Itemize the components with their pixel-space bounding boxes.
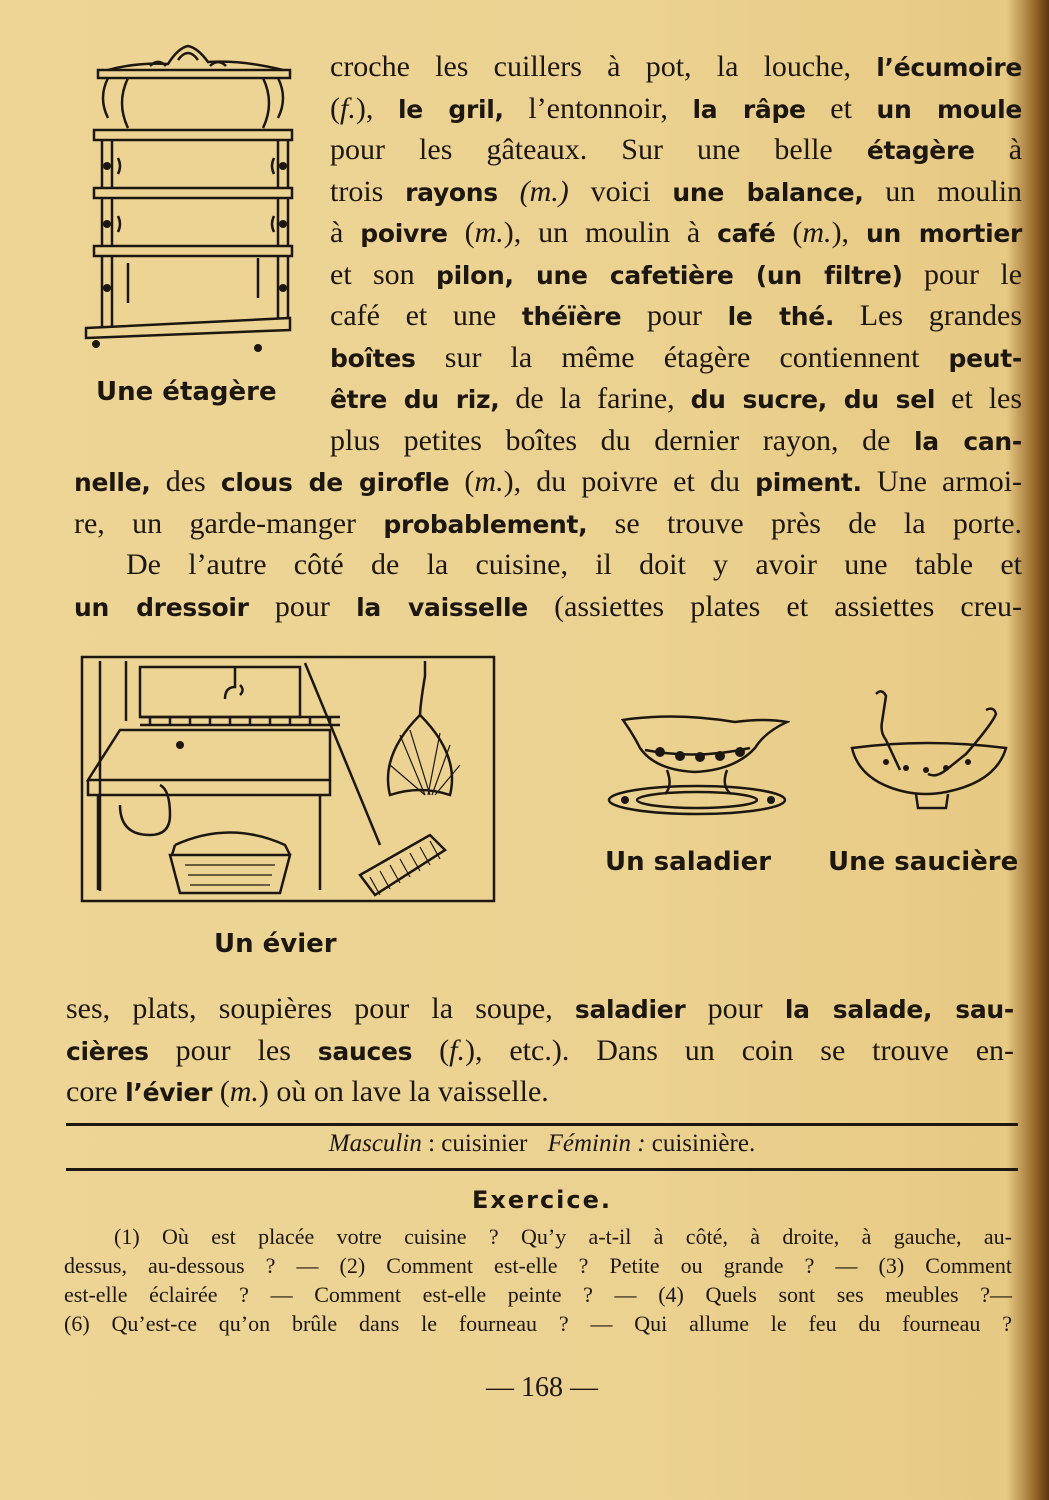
exercise-questions: [64, 1222, 1012, 1338]
text-line: (f.), le gril, l’entonnoir, la râpe et un moule: [330, 91, 1023, 125]
text-line: nelle, des clous de girofle (m.), du poivre et du piment. Une armoi-: [74, 465, 1023, 498]
sauciere-illustration: [846, 686, 1016, 816]
text-line: trois rayons (m.) voici une balance, un moulin: [330, 174, 1023, 208]
text-line: croche les cuillers à pot, la louche, l’écumoire: [330, 50, 1022, 83]
paragraph-1: [330, 46, 1022, 461]
gender-line: [66, 1130, 1018, 1158]
exercise-title: Exercice.: [471, 1186, 613, 1214]
text-line: pour les gâteaux. Sur une belle étagère à: [330, 133, 1023, 166]
separator: :: [428, 1130, 436, 1157]
page-number: — 168 —: [486, 1372, 598, 1403]
caption-evier: Un évier: [214, 929, 337, 959]
text-line: ses, plats, soupières pour la soupe, saladier pour la salade, sau-: [66, 992, 1014, 1025]
text-line: core l’évier (m.) où on lave la vaisselle.: [66, 1075, 549, 1108]
text-line: café et une théïère pour le thé. Les grandes: [330, 299, 1022, 332]
paragraph-1-continued: [74, 461, 1022, 627]
saladier-illustration: [605, 708, 790, 820]
exercise-line: (1) Où est placée votre cuisine ? Qu’y a-t-il à côté, à droite, à gauche, au-: [114, 1224, 1012, 1249]
feminin-label: Féminin :: [547, 1130, 646, 1157]
bottom-rule: [66, 1168, 1018, 1171]
paragraph-2: [66, 988, 1014, 1113]
text-line: cières pour les sauces (f.), etc.). Dans un coin se trouve en-: [66, 1033, 1015, 1067]
exercise-line: (6) Qu’est-ce qu’on brûle dans le fourneau ? — Qui allume le feu du fourneau ?: [64, 1311, 1012, 1336]
text-line: un dressoir pour la vaisselle (assiettes plates et assiettes creu-: [74, 589, 1023, 623]
exercise-line: dessus, au-dessous ? — (2) Comment est-elle ? Petite ou grande ? — (3) Comment: [64, 1253, 1012, 1278]
masculin-word: cuisinier: [441, 1130, 528, 1157]
text-line: être du riz, de la farine, du sucre, du sel et les: [330, 382, 1023, 415]
caption-sauciere: Une saucière: [828, 847, 1019, 877]
text-line: et son pilon, une cafetière (un filtre) pour le: [330, 257, 1023, 291]
text-line: plus petites boîtes du dernier rayon, de la can-: [330, 423, 1022, 457]
top-rule: [66, 1123, 1018, 1126]
evier-illustration: [80, 655, 498, 905]
text-line: boîtes sur la même étagère contiennent peut-: [330, 340, 1023, 374]
exercise-line: est-elle éclairée ? — Comment est-elle peinte ? — (4) Quels sont ses meubles ?—: [64, 1282, 1012, 1307]
etagere-illustration: [78, 38, 298, 358]
feminin-word: cuisinière.: [651, 1130, 756, 1157]
text-line: re, un garde-manger probablement, se trouve près de la porte.: [74, 506, 1023, 540]
masculin-label: Masculin: [328, 1130, 422, 1157]
caption-saladier: Un saladier: [605, 847, 772, 877]
caption-etagere: Une étagère: [96, 377, 277, 407]
text-line: De l’autre côté de la cuisine, il doit y avoir une table et: [126, 548, 1022, 581]
text-line: à poivre (m.), un moulin à café (m.), un mortier: [330, 216, 1023, 249]
